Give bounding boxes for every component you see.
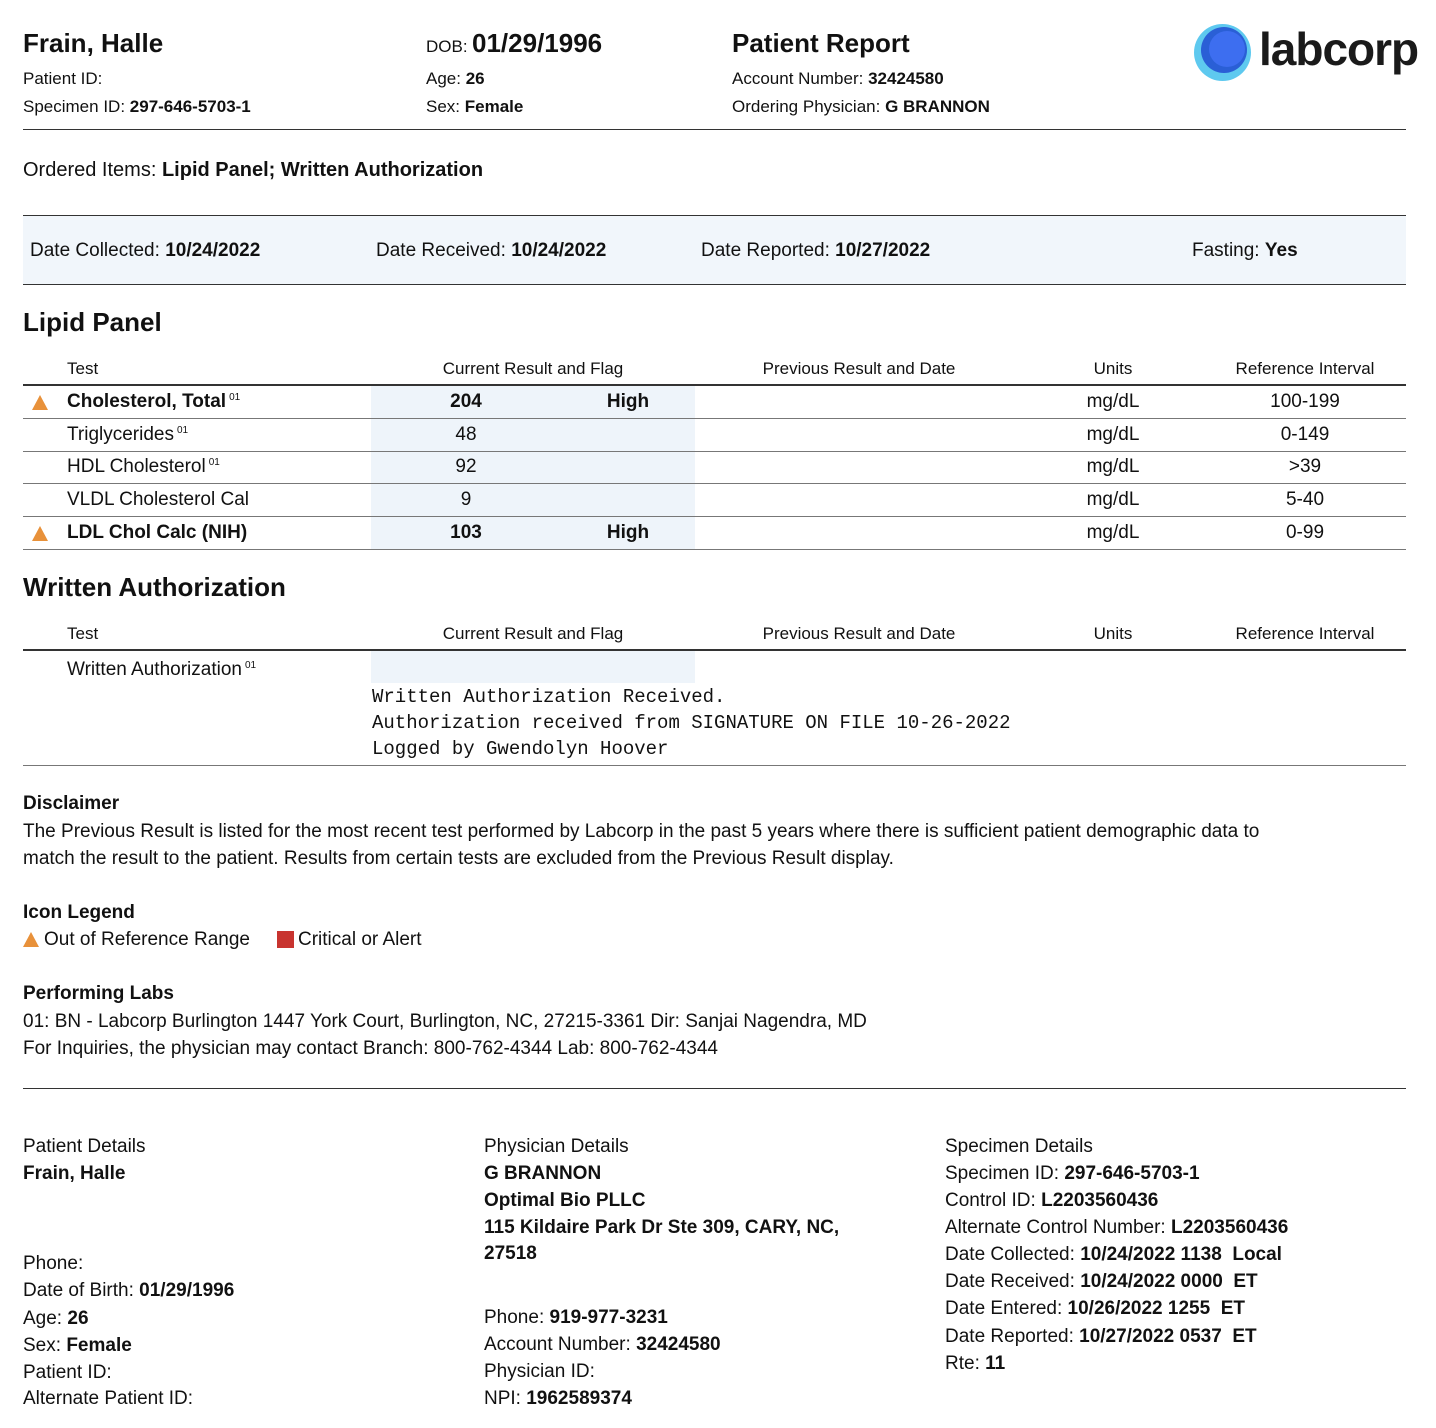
out-of-range-icon <box>32 395 48 410</box>
table-row-test: HDL Cholesterol $^{01}$ <box>67 456 220 477</box>
row-divider <box>23 451 1406 452</box>
dob: DOB: 01/29/1996 <box>426 28 603 58</box>
account-number: Account Number: 32424580 <box>732 69 944 88</box>
date-reported: Date Reported: 10/27/2022 <box>701 240 931 261</box>
age: Age: 26 <box>426 69 485 88</box>
logo-text: labcorp <box>1259 23 1419 75</box>
row-divider <box>23 418 1406 419</box>
legend-out-of-range: Out of Reference Range <box>44 929 250 950</box>
specimen-details-collected: Date Collected: 10/24/2022 1138 Local <box>945 1244 1282 1265</box>
written-auth-title: Written Authorization <box>23 572 286 602</box>
row-divider <box>23 483 1406 484</box>
patient-details-age: Age: 26 <box>23 1308 89 1329</box>
logo-mark-core <box>1209 31 1245 67</box>
physician-details-practice: Optimal Bio PLLC <box>484 1190 646 1211</box>
physician-details-phone: Phone: 919-977-3231 <box>484 1307 668 1328</box>
table-row-test: Written Authorization $^{01}$ <box>67 659 257 680</box>
out-of-range-icon <box>32 526 48 541</box>
physician-details-npi: NPI: 1962589374 <box>484 1388 632 1409</box>
physician-details-id: Physician ID: <box>484 1361 595 1382</box>
table-row-units: mg/dL <box>1086 489 1140 510</box>
sex: Sex: Female <box>426 97 524 116</box>
col-reference: Reference Interval <box>1235 359 1375 378</box>
date-collected: Date Collected: 10/24/2022 <box>30 240 261 261</box>
physician-details-address: 27518 <box>484 1243 537 1264</box>
specimen-details-control-id: Control ID: L2203560436 <box>945 1190 1159 1211</box>
report-title: Patient Report <box>732 28 910 58</box>
table-row-units: mg/dL <box>1086 391 1140 412</box>
row-divider <box>23 549 1406 550</box>
table-row-result: 103 <box>450 522 482 543</box>
table-row-test: LDL Chol Calc (NIH) <box>67 522 248 543</box>
col-current: Current Result and Flag <box>442 624 624 643</box>
auth-comment-line: Logged by Gwendolyn Hoover <box>372 738 669 760</box>
dates-top-line <box>23 215 1406 216</box>
table-row-units: mg/dL <box>1086 522 1140 543</box>
date-received: Date Received: 10/24/2022 <box>376 240 607 261</box>
footer-divider <box>23 1088 1406 1089</box>
row-divider <box>23 765 1406 766</box>
col-units: Units <box>1093 359 1133 378</box>
specimen-details-id: Specimen ID: 297-646-5703-1 <box>945 1163 1200 1184</box>
labs-title: Performing Labs <box>23 983 174 1004</box>
col-test: Test <box>67 359 99 378</box>
table-row-reference: 0-149 <box>1280 424 1330 445</box>
specimen-details-rte: Rte: 11 <box>945 1353 1006 1374</box>
patient-details-name: Frain, Halle <box>23 1163 126 1184</box>
table-row-reference: 0-99 <box>1285 522 1325 543</box>
labs-line: For Inquiries, the physician may contact Branch: 800-762-4344 Lab: 800-762-4344 <box>23 1038 718 1059</box>
specimen-details-title: Specimen Details <box>945 1136 1093 1157</box>
lipid-panel-title: Lipid Panel <box>23 307 162 337</box>
row-divider <box>23 516 1406 517</box>
col-previous: Previous Result and Date <box>762 359 956 378</box>
dates-bottom-line <box>23 284 1406 285</box>
table-row-result: 48 <box>455 424 477 445</box>
specimen-details-alt-control: Alternate Control Number: L2203560436 <box>945 1217 1289 1238</box>
disclaimer-title: Disclaimer <box>23 793 120 814</box>
table-row-flag: High <box>606 522 650 543</box>
header-divider <box>23 129 1406 130</box>
col-previous: Previous Result and Date <box>762 624 956 643</box>
ordering-physician: Ordering Physician: G BRANNON <box>732 97 990 116</box>
patient-details-sex: Sex: Female <box>23 1335 132 1356</box>
disclaimer-text: The Previous Result is listed for the most recent test performed by Labcorp in the past 5 years where there is sufficient patient demographic data to <box>23 821 1260 842</box>
patient-details-phone: Phone: <box>23 1253 84 1274</box>
table-row-result: 9 <box>460 489 472 510</box>
table-row-result: 92 <box>455 456 477 477</box>
table-row-test: VLDL Cholesterol Cal <box>67 489 249 510</box>
table-row-reference: >39 <box>1288 456 1322 477</box>
table-row-units: mg/dL <box>1086 456 1140 477</box>
table-row-units: mg/dL <box>1086 424 1140 445</box>
specimen-details-reported: Date Reported: 10/27/2022 0537 ET <box>945 1326 1257 1347</box>
auth-result-shade <box>371 651 695 683</box>
fasting: Fasting: Yes <box>1192 240 1298 261</box>
patient-details-id: Patient ID: <box>23 1362 112 1383</box>
patient-name: Frain, Halle <box>23 28 164 58</box>
physician-details-title: Physician Details <box>484 1136 629 1157</box>
table-row-result: 204 <box>450 391 482 412</box>
patient-details-title: Patient Details <box>23 1136 146 1157</box>
auth-comment-line: Written Authorization Received. <box>372 686 726 708</box>
out-of-range-icon <box>23 932 39 947</box>
lipid-header-line <box>23 384 1406 386</box>
physician-details-address: 115 Kildaire Park Dr Ste 309, CARY, NC, <box>484 1217 840 1238</box>
labs-line: 01: BN - Labcorp Burlington 1447 York Court, Burlington, NC, 27215-3361 Dir: Sanjai Nagendra, MD <box>23 1011 867 1032</box>
patient-details-alt-id: Alternate Patient ID: <box>23 1388 194 1409</box>
specimen-details-entered: Date Entered: 10/26/2022 1255 ET <box>945 1298 1246 1319</box>
col-current: Current Result and Flag <box>442 359 624 378</box>
table-row-test: Triglycerides $^{01}$ <box>67 424 189 445</box>
legend-critical: Critical or Alert <box>298 929 422 950</box>
auth-comment-line: Authorization received from SIGNATURE ON FILE 10-26-2022 <box>372 712 1011 734</box>
critical-alert-icon <box>277 931 294 948</box>
disclaimer-text: match the result to the patient. Results from certain tests are excluded from the Previous Result display. <box>23 848 894 869</box>
legend-title: Icon Legend <box>23 902 135 923</box>
physician-details-account: Account Number: 32424580 <box>484 1334 721 1355</box>
specimen-id: Specimen ID: 297-646-5703-1 <box>23 97 251 116</box>
table-row-reference: 5-40 <box>1285 489 1325 510</box>
col-reference: Reference Interval <box>1235 624 1375 643</box>
auth-header-line <box>23 649 1406 651</box>
table-row-flag: High <box>606 391 650 412</box>
patient-id: Patient ID: <box>23 69 103 88</box>
ordered-items: Ordered Items: Lipid Panel; Written Authorization <box>23 159 484 181</box>
col-test: Test <box>67 624 99 643</box>
physician-details-name: G BRANNON <box>484 1163 602 1184</box>
col-units: Units <box>1093 624 1133 643</box>
specimen-details-received: Date Received: 10/24/2022 0000 ET <box>945 1271 1258 1292</box>
table-row-reference: 100-199 <box>1270 391 1340 412</box>
table-row-test: Cholesterol, Total $^{01}$ <box>67 391 241 412</box>
patient-details-dob: Date of Birth: 01/29/1996 <box>23 1280 235 1301</box>
